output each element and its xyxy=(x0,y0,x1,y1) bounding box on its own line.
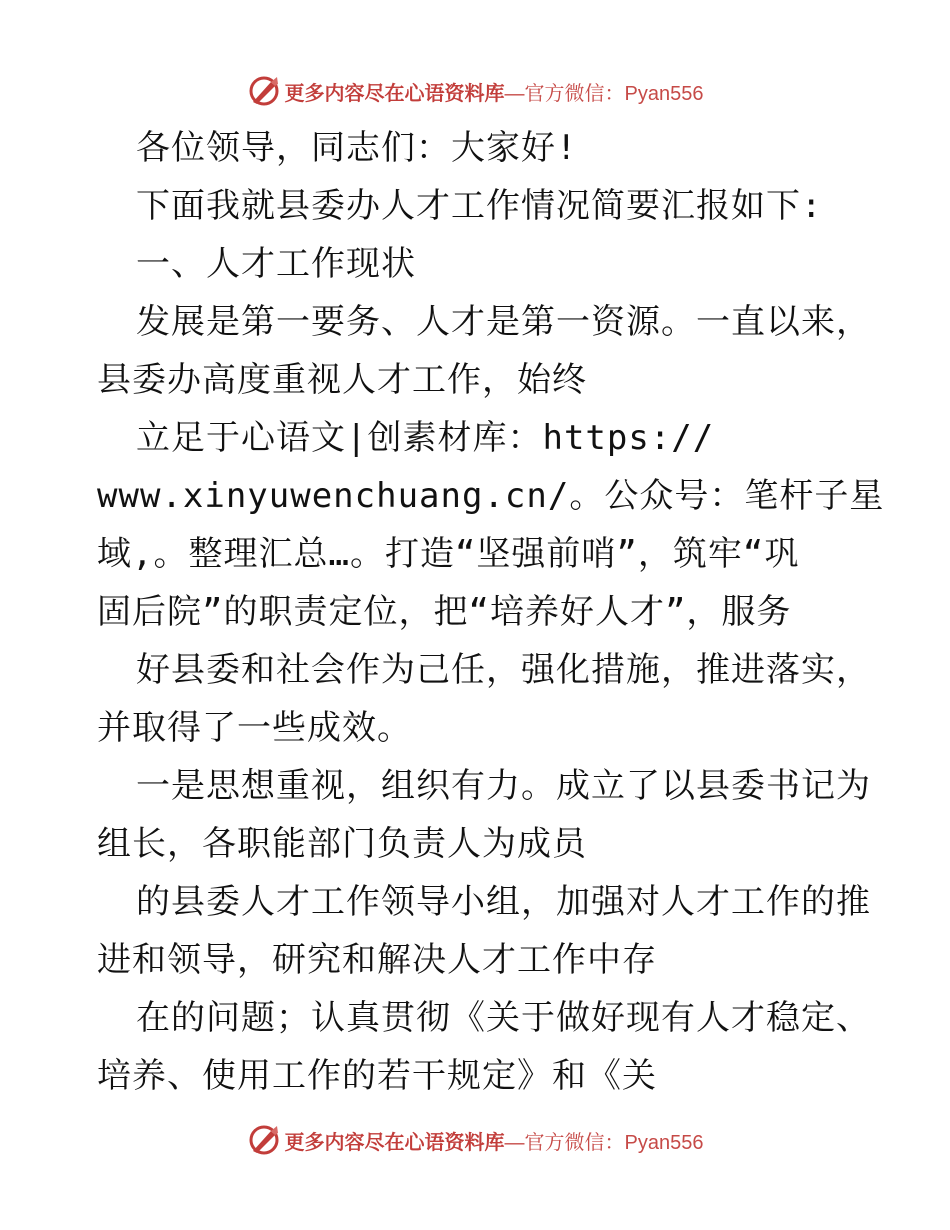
banner-wechat-id: Pyan556 xyxy=(624,1131,704,1154)
text-line: 固后院”的职责定位，把“培养好人才”，服务 xyxy=(97,592,792,632)
text-line: 进和领导，研究和解决人才工作中存 xyxy=(97,940,657,980)
banner-wechat-label: 官方微信： xyxy=(524,82,625,105)
text-line: 好县委和社会作为己任，强化措施，推进落实， xyxy=(136,650,871,690)
text-line: 培养、使用工作的若干规定》和《关 xyxy=(97,1056,657,1096)
text-line: 一是思想重视，组织有力。成立了以县委书记为 xyxy=(136,766,871,806)
banner-text xyxy=(285,1126,704,1155)
banner-wechat-label: 官方微信： xyxy=(524,1131,625,1154)
footer-banner xyxy=(0,1122,950,1158)
text-line: 并取得了一些成效。 xyxy=(97,708,412,748)
text-line: www.xinyuwenchuang.cn/。公众号：笔杆子星 xyxy=(97,476,885,516)
text-line: 下面我就县委办人才工作情况简要汇报如下: xyxy=(136,186,823,226)
banner-dash: — xyxy=(504,82,525,105)
text-line: 一、人才工作现状 xyxy=(136,244,416,284)
text-line: 组长，各职能部门负责人为成员 xyxy=(97,824,587,864)
banner-main-text: 更多内容尽在心语资料库 xyxy=(284,1131,505,1154)
banner-wechat-id: Pyan556 xyxy=(624,82,704,105)
text-line: 发展是第一要务、人才是第一资源。一直以来， xyxy=(136,302,871,342)
text-line: 域,。整理汇总…。打造“坚强前哨”，筑牢“巩 xyxy=(97,534,800,574)
banner-dash: — xyxy=(504,1131,525,1154)
text-line: 立足于心语文|创素材库：https:// xyxy=(136,418,715,458)
text-line: 的县委人才工作领导小组，加强对人才工作的推 xyxy=(136,882,871,922)
banner-main-text: 更多内容尽在心语资料库 xyxy=(284,82,505,105)
quill-pen-logo-icon xyxy=(247,1123,281,1157)
text-line: 县委办高度重视人才工作，始终 xyxy=(97,360,587,400)
text-line: 各位领导，同志们：大家好! xyxy=(136,128,578,168)
text-line: 在的问题；认真贯彻《关于做好现有人才稳定、 xyxy=(136,998,871,1038)
